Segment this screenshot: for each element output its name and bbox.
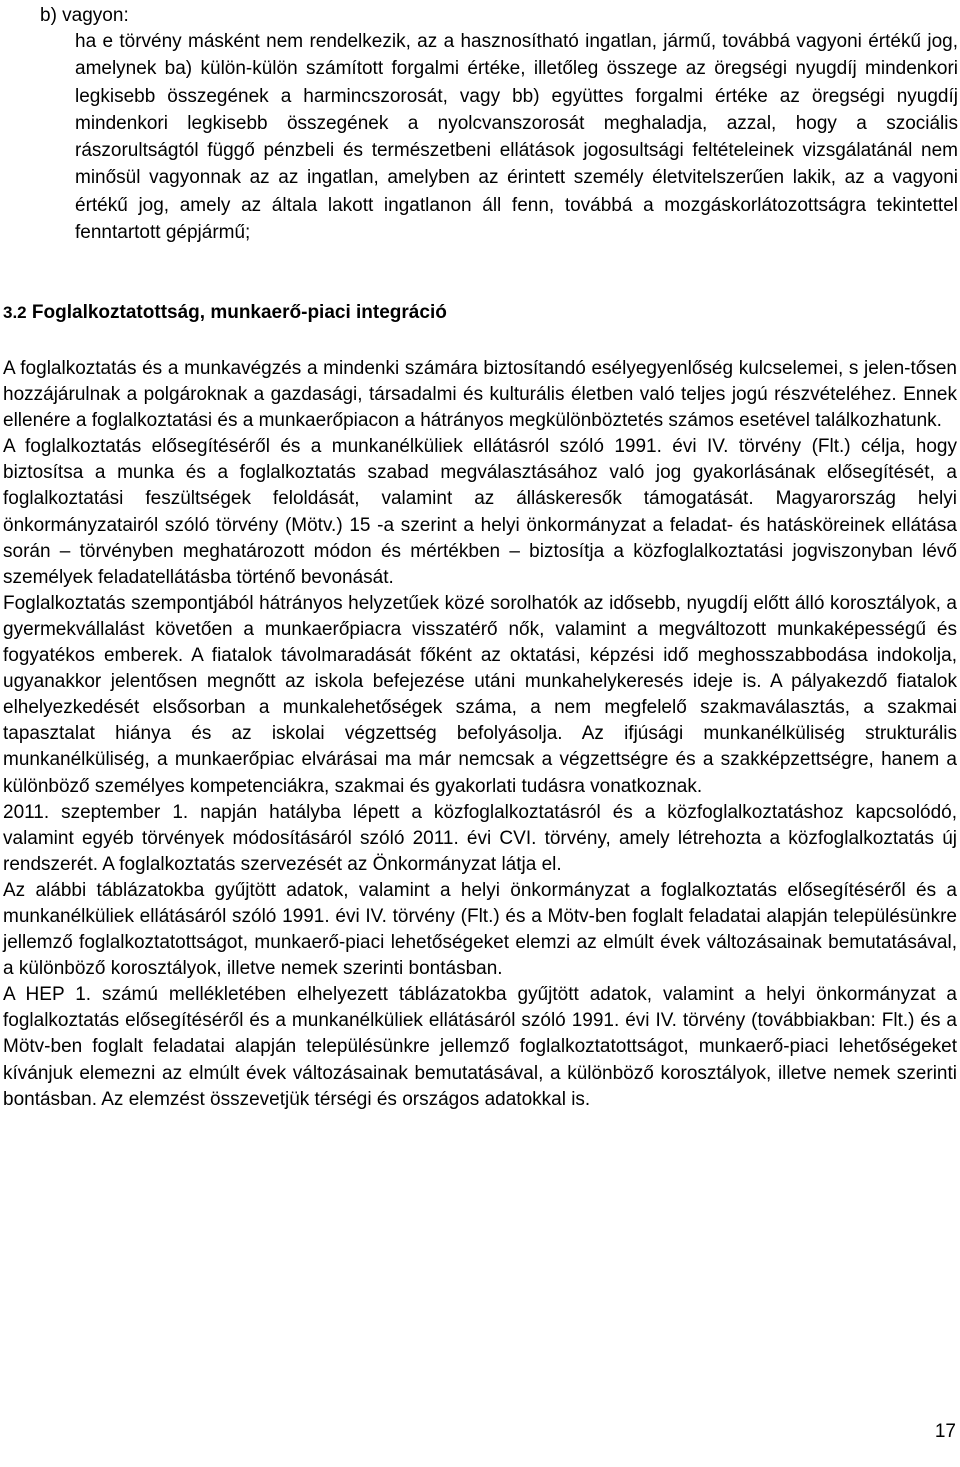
paragraph: A foglalkoztatás elősegítéséről és a munkanélküliek ellátásról szóló 1991. évi IV. törvény (Flt.) célja, hogy biztosítsa a munka és a foglalkoztatás szabad megválasztásához való jog gyakorlásának elősegítését, a foglalkoztatási feszültségek feloldását, valamint az álláskeresők támogatását. Magyarország helyi önkormányzatairól szóló törvény (Mötv.) 15 -a szerint a helyi önkormányzat a feladat- és hatásköreinek ellátása során – törvényben meghatározott módon és mértékben – biztosítja a közfoglalkoztatási jogviszonyban lévő személyek feladatellátásba történő bevonását. [3,436,957,588]
section-number: 3.2 [3,303,27,322]
section-heading [3,299,943,327]
list-item-text: ha e törvény másként nem rendelkezik, az a hasznosítható ingatlan, jármű, továbbá vagyoni értékű jog, amelynek ba) külön-külön számított forgalmi értéke, illetőleg összege az öregségi nyugdíj mindenkori legkisebb összegének a harmincszorosát, vagy bb) együttes forgalmi értéke az öregségi nyugdíj mindenkori legkisebb összegének a nyolcvanszorosát meghaladja, azzal, hogy a szociális rászorultságtól függő pénzbeli és természetbeni ellátások jogosultsági feltételeinek vizsgálatánál nem minősül vagyonnak az az ingatlan, amelyben az érintett személy életvitelszerűen lakik, az a vagyoni értékű jog, amely az általa lakott ingatlanon áll fenn, továbbá a mozgáskorlátozottságra tekintettel fenntartott gépjármű; [75,31,958,244]
paragraph: A foglalkoztatás és a munkavégzés a mindenki számára biztosítandó esélyegyenlőség kulcselemei, s jelen-tősen hozzájárulnak a polgároknak a gazdasági, társadalmi és kulturális életben való teljes jogú részvételéhez. Ennek ellenére a foglalkoztatási és a munkaerőpiacon a hátrányos megkülönböztetés számos esetével találkozhatunk. [3,358,957,432]
section-body [3,356,957,1113]
section-title: Foglalkoztatottság, munkaerő-piaci integráció [31,302,447,323]
paragraph: Foglalkoztatás szempontjából hátrányos helyzetűek közé sorolhatók az idősebb, nyugdíj előtt álló korosztályok, a gyermekvállalást követően a munkaerőpiacra visszatérő nők, valamint a megváltozott munkaképességű és fogyatékos emberek. A fiatalok távolmaradását főként az oktatási, képzési idő meghosszabbodása indokolja, ugyanakkor jelentősen megnőtt az iskola befejezése utáni munkahelykeresés ideje is. A pályakezdő fiatalok elhelyezkedését elsősorban a munkalehetőségek száma, a nem megfelelő szakmaválasztás, a szakmai tapasztalat hiánya és az iskolai végzettség befolyásolja. Az ifjúsági munkanélküliség strukturális munkanélküliség, a munkaerőpiac elvárásai ma már nemcsak a végzettségre és a szakképzettségre, hanem a különböző személyes kompetenciákra, szakmai és gyakorlati tudásra vonatkoznak. [3,592,957,797]
paragraph: Az alábbi táblázatokba gyűjtött adatok, valamint a helyi önkormányzat a foglalkoztatás elősegítéséről és a munkanélküliek ellátásáról szóló 1991. évi IV. törvény (Flt.) és a Mötv-ben foglalt feladatai alapján településünkre jellemző foglalkoztatottságot, munkaerő-piaci lehetőségeket elemzi az elmúlt évek változásainak bemutatásával, a különböző korosztályok, illetve nemek szerinti bontásban. [3,879,957,980]
list-item-label: b) vagyon: [40,5,129,26]
page-number: 17 [934,1421,956,1442]
paragraph: A HEP 1. számú mellékletében elhelyezett táblázatokba gyűjtött adatok, valamint a helyi önkormányzat a foglalkoztatás elősegítéséről és a munkanélküliek ellátásáról szóló 1991. évi IV. törvény (továbbiakban: Flt.) és a Mötv-ben foglalt feladatai alapján településünkre jellemző foglalkoztatottságot, munkaerő-piaci lehetőségeket kívánjuk elemezni az elmúlt évek változásainak bemutatásával, a különböző korosztályok, illetve nemek szerinti bontásban. Az elemzést összevetjük térségi és országos adatokkal is. [3,984,957,1110]
paragraph: 2011. szeptember 1. napján hatályba lépett a közfoglalkoztatásról és a közfoglalkoztatáshoz kapcsolódó, valamint egyéb törvények módosításáról szóló 2011. évi CVI. törvény, amely létrehozta a közfoglalkoztatás új rendszerét. A foglalkoztatás szervezését az Önkormányzat látja el. [3,801,957,875]
